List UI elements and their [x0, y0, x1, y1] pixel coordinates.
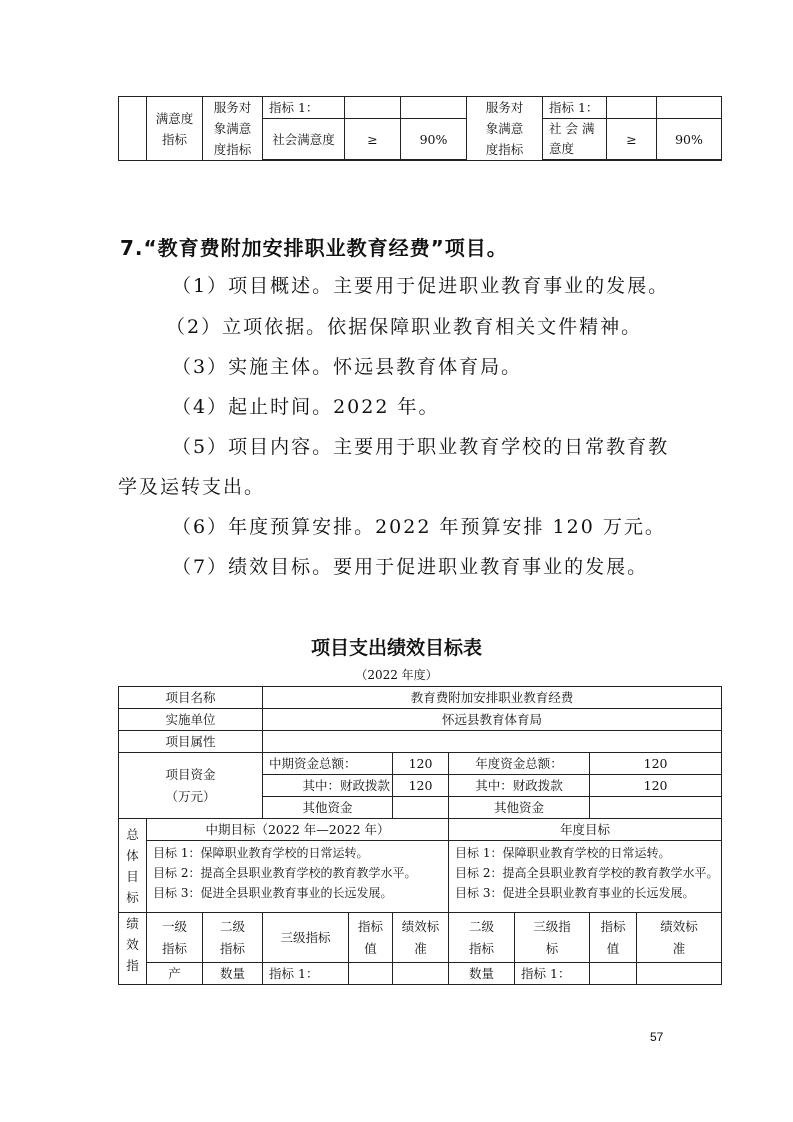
header-level1: 一级 指标 [147, 913, 203, 963]
perf-indicator-label: 绩 效 指 [119, 913, 147, 985]
row-level3: 指标 1： [263, 963, 349, 985]
service-satisfaction-label: 服务对 象满意 度指标 [203, 97, 263, 161]
header-level3-year: 三级指 标 [515, 913, 590, 963]
indicator-label: 指标 1： [263, 97, 345, 119]
para-goal: （7）绩效目标。要用于促进职业教育事业的发展。 [172, 556, 649, 578]
blank-cell [119, 97, 147, 161]
table-title: 项目支出绩效目标表 [310, 637, 482, 659]
project-name-label: 项目名称 [119, 687, 263, 709]
row-level2-year: 数量 [449, 963, 515, 985]
mid-total-label: 中期资金总额： [263, 753, 393, 775]
row-level1: 产 [147, 963, 203, 985]
row-level2: 数量 [203, 963, 263, 985]
header-level3: 三级指标 [263, 913, 349, 963]
year-total-label: 年度资金总额： [449, 753, 590, 775]
indicator-label-2: 指标 1： [543, 97, 607, 119]
para-period: （4）起止时间。2022 年。 [172, 396, 440, 418]
service-satisfaction-label-2: 服务对 象满意 度指标 [467, 97, 543, 161]
header-standard-year: 绩效标 准 [637, 913, 722, 963]
indicator-value-2: 社 会 满 意度 [543, 119, 607, 160]
year-fin-value: 120 [590, 775, 722, 797]
mid-fin-label: 其中：财政拨款 [263, 775, 393, 797]
funds-label: 项目资金 （万元） [119, 753, 263, 819]
para-content: （5）项目内容。主要用于职业教育学校的日常教育教 [172, 436, 670, 458]
mid-other-label: 其他资金 [263, 797, 393, 819]
year-goals: 目标 1：保障职业教育学校的日常运转。 目标 2：提高全县职业教育学校的教育教学水平。 目标 3：促进全县职业教育事业的长远发展。 [449, 841, 722, 913]
para-subject: （3）实施主体。怀远县教育体育局。 [172, 356, 523, 378]
header-level2: 二级 指标 [203, 913, 263, 963]
header-level2-year: 二级 指标 [449, 913, 515, 963]
unit-value: 怀远县教育体育局 [263, 709, 722, 731]
year-goal-header: 年度目标 [449, 819, 722, 841]
header-standard: 绩效标 准 [393, 913, 449, 963]
top-table [118, 96, 722, 161]
page-number: 57 [650, 1030, 664, 1044]
mid-fin-value: 120 [393, 775, 449, 797]
mid-total-value: 120 [393, 753, 449, 775]
header-value-year: 指标 值 [590, 913, 637, 963]
indicator-value: 社会满意度 [263, 119, 345, 160]
para-basis: （2）立项依据。依据保障职业教育相关文件精神。 [166, 316, 643, 338]
overall-goal-label: 总 体 目 标 [119, 819, 147, 913]
para-overview: （1）项目概述。主要用于促进职业教育事业的发展。 [172, 275, 670, 297]
row-level3-year: 指标 1： [515, 963, 590, 985]
year-other-label: 其他资金 [449, 797, 590, 819]
satisfaction-label: 满意度 指标 [147, 97, 203, 161]
operator: ≥ [345, 119, 401, 160]
performance-table [118, 686, 722, 985]
para-content-cont: 学及运转支出。 [118, 476, 266, 498]
operator-2: ≥ [607, 119, 657, 160]
header-value: 指标 值 [349, 913, 393, 963]
target-value: 90% [401, 119, 467, 160]
unit-label: 实施单位 [119, 709, 263, 731]
year-total-value: 120 [590, 753, 722, 775]
table-year: （2022 年度） [355, 668, 438, 682]
attribute-label: 项目属性 [119, 731, 263, 753]
mid-goals: 目标 1：保障职业教育学校的日常运转。 目标 2：提高全县职业教育学校的教育教学水平。 目标 3：促进全县职业教育事业的长远发展。 [147, 841, 449, 913]
mid-goal-header: 中期目标（2022 年—2022 年） [147, 819, 449, 841]
year-fin-label: 其中：财政拨款 [449, 775, 590, 797]
section-heading: 7.“教育费附加安排职业教育经费”项目。 [120, 236, 508, 260]
project-name-value: 教育费附加安排职业教育经费 [263, 687, 722, 709]
para-budget: （6）年度预算安排。2022 年预算安排 120 万元。 [172, 516, 666, 538]
target-value-2: 90% [657, 119, 722, 160]
